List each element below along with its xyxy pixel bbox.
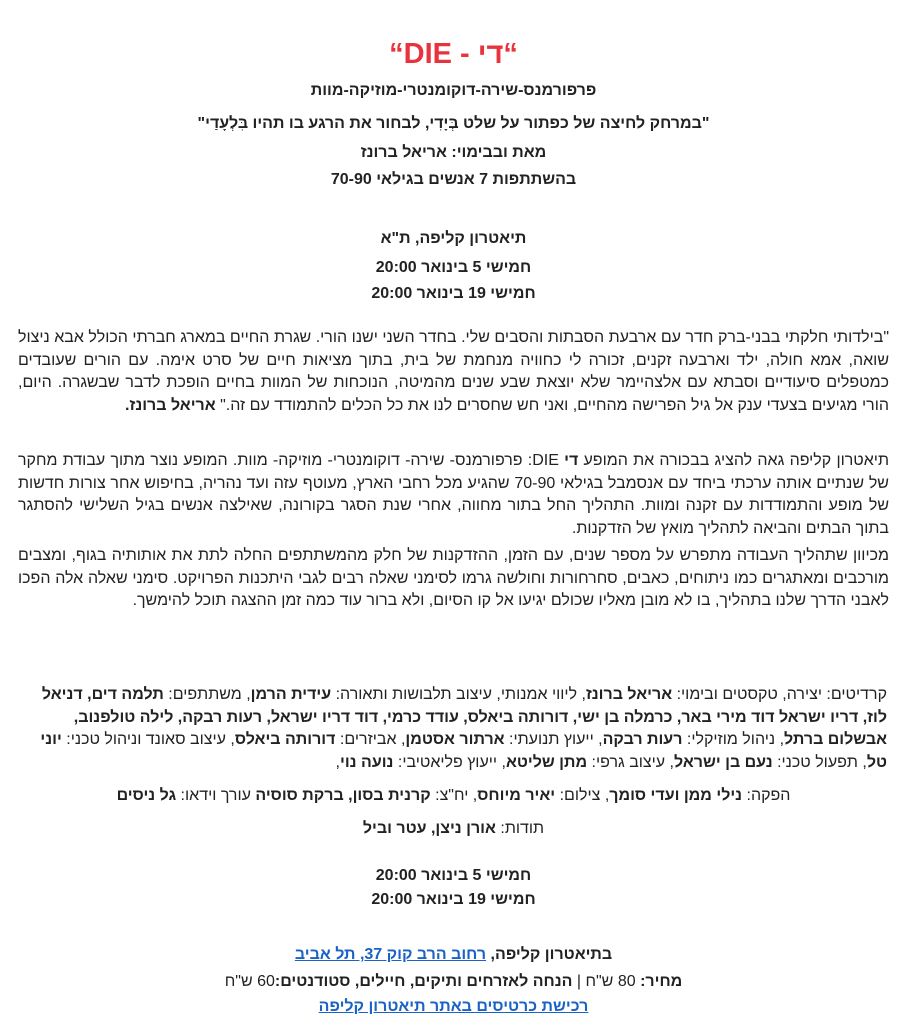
quote-signature: אריאל ברונז.	[125, 396, 216, 414]
production-text: , צילום:	[555, 787, 610, 804]
production-name: קרנית בסון, ברקת סוסיה	[255, 787, 431, 804]
credits-text: קרדיטים: יצירה, טקסטים ובימוי:	[672, 686, 887, 703]
credit-name: אריאל ברונז	[585, 686, 673, 703]
credit-name: נועה נוי	[340, 753, 394, 771]
address-line	[0, 945, 907, 965]
production-text: הפקה:	[742, 787, 791, 804]
about-paragraph	[18, 450, 889, 540]
address-prefix: בתיאטרון קליפה,	[486, 946, 613, 963]
show-name: די	[564, 452, 579, 469]
credit-name: ארתור אסטמן	[405, 731, 505, 748]
bottom-date-1: חמישי 5 בינואר 20:00	[375, 867, 532, 884]
production-name: גל ניסים	[116, 787, 177, 804]
production-text: , יח"צ:	[430, 787, 478, 804]
venue-name: תיאטרון קליפה, ת"א	[380, 230, 527, 247]
about-rest: DIE: פרפורמנס- שירה- דוקומנטרי- מוזיקה- מוות. המופע נוצר מתוך עבודת מחקר של שנתיים אותה ערכתי ביחד עם אנסמבל בגילאי 70-90 שהגיע מכל רחבי הארץ, מעוטף עזה ועד נהריה, בחיפוש אחר צורות חדשות של מופע והתמודדות עם זקנה ומוות. התהליך החל בתור מחווה, אחרי שנת הסגר בקורונה, שאילצה אנשים בגיל השלישי להסתגר בתוך הבתים והביאה לתהליך מואץ של הזדקנות.	[18, 452, 889, 537]
thanks-names: אורן ניצן, עטר וביל	[362, 820, 496, 837]
quote-text: "בילדותי חלקתי בבני-ברק חדר עם ארבעת הסבתות והסבים שלי. בחדר השני ישנו הורי. שגרת החיים במארג חברתי הכולל אבא ניצול שואה, אמא חולה, ילד וארבעה זקנים, זכורה לי כחוויה מנחמת של בית, בתוך מציאות חיים של סרט אימה. עם הורים שעובדים כמטפלים סיעודיים וסבתא עם אלצהיימר שלא יוצאת שבע שנים מהמיטה, הנוכחות של המוות בחיים הופכת לדבר שבשגרה. היום, הורי מגיעים בצעדי ענק אל גיל הפרישה מהחיים, ואני חש שחסרים לנו את כל הכלים להתמודד עם זה."	[18, 329, 889, 414]
about-intro: תיאטרון קליפה גאה להציג בבכורה את המופע	[578, 452, 890, 469]
venue-date-1: חמישי 5 בינואר 20:00	[375, 259, 532, 276]
tickets-link[interactable]: רכישת כרטיסים באתר תיאטרון קליפה	[318, 998, 589, 1015]
credits-text: , עיצוב גרפי:	[587, 753, 674, 771]
credit-name: עידית הרמן	[250, 686, 332, 703]
thanks-label: תודות:	[495, 820, 545, 837]
credit-name: מתן שליטא	[505, 753, 588, 771]
credit-name: דורותה ביאלס	[234, 731, 336, 748]
quote-paragraph	[18, 327, 889, 417]
discount-price: 60 ש"ח	[224, 973, 275, 990]
page-title: “די - DIE“	[389, 38, 518, 70]
credits-text: , אביזרים:	[335, 731, 406, 748]
production-line	[0, 786, 907, 806]
participants-line: בהשתתפות 7 אנשים בגילאי 70-90	[330, 171, 577, 188]
tagline: "במרחק לחיצה של כפתור על שלט בְּיָדִי, לבחור את הרגע בו תהיו בִּלְעָדַי"	[197, 115, 710, 132]
credits-text: , ייעוץ תנועתי:	[504, 731, 603, 748]
price-line	[0, 972, 907, 992]
credits-text: ,	[335, 753, 340, 771]
credits-text: , עיצוב סאונד וניהול טכני:	[61, 731, 235, 748]
price-value: 80 ש"ח |	[572, 973, 641, 990]
credit-name: נעם בן ישראל	[674, 753, 773, 771]
credit-name: יוני טל	[40, 731, 887, 771]
author-line: מאת ובבימוי: אריאל ברונז	[360, 144, 547, 161]
tickets-line	[0, 997, 907, 1017]
credit-name: תלמה דים, דניאל לוז, דריו ישראל דוד מירי באר, כרמלה בן ישי, דורותה ביאלס, עודד כרמי, דוד דריו ישראל, רעות רבקה, לילה טולפנוב, אבשלום ברתל	[41, 686, 887, 748]
credit-name: רעות רבקה	[602, 731, 683, 748]
credits-text: , ייעוץ פליאטיבי:	[393, 753, 506, 771]
thanks-line	[0, 819, 907, 839]
production-name: יאיר מיוחס	[477, 787, 556, 804]
process-paragraph: מכיוון שתהליך העבודה מתפרש על מספר שנים, עם הזמן, ההזדקנות של חלק מהמשתתפים החלה לתת את אותותיה בגוף, ומצבים מורכבים ומאתגרים כמו ניתוחים, כאבים, סחרחורות וחולשה גרמו לסימני שאלה רבים לגבי היתכנות הפרויקט. סימני שאלה אלה הפכו לאבני הדרך שלנו בתהליך, בו לא מובן מאליו שכולם יגיעו אל קו הסיום, ולא ברור עוד כמה זמן ההצגה תוכל להימשך.	[18, 547, 889, 609]
credits-text: , משתתפים:	[163, 686, 251, 703]
venue-date-2: חמישי 19 בינואר 20:00	[371, 285, 536, 302]
credits-text: , תפעול טכני:	[772, 753, 867, 771]
bottom-date-2: חמישי 19 בינואר 20:00	[371, 891, 536, 908]
genres-line: פרפורמנס-שירה-דוקומנטרי-מוזיקה-מוות	[310, 82, 597, 99]
price-label: מחיר:	[640, 973, 683, 990]
discount-label: הנחה לאזרחים ותיקים, חיילים, סטודנטים:	[274, 973, 573, 990]
credits-text: , ליווי אמנותי, עיצוב תלבושות ותאורה:	[331, 686, 586, 703]
credits-paragraph	[14, 684, 887, 774]
address-link[interactable]: רחוב הרב קוק 37, תל אביב	[294, 946, 487, 963]
production-name: נילי ממן ועדי סומך	[609, 787, 743, 804]
credits-text: , ניהול מוזיקלי:	[682, 731, 785, 748]
production-text: עורך וידאו:	[176, 787, 256, 804]
